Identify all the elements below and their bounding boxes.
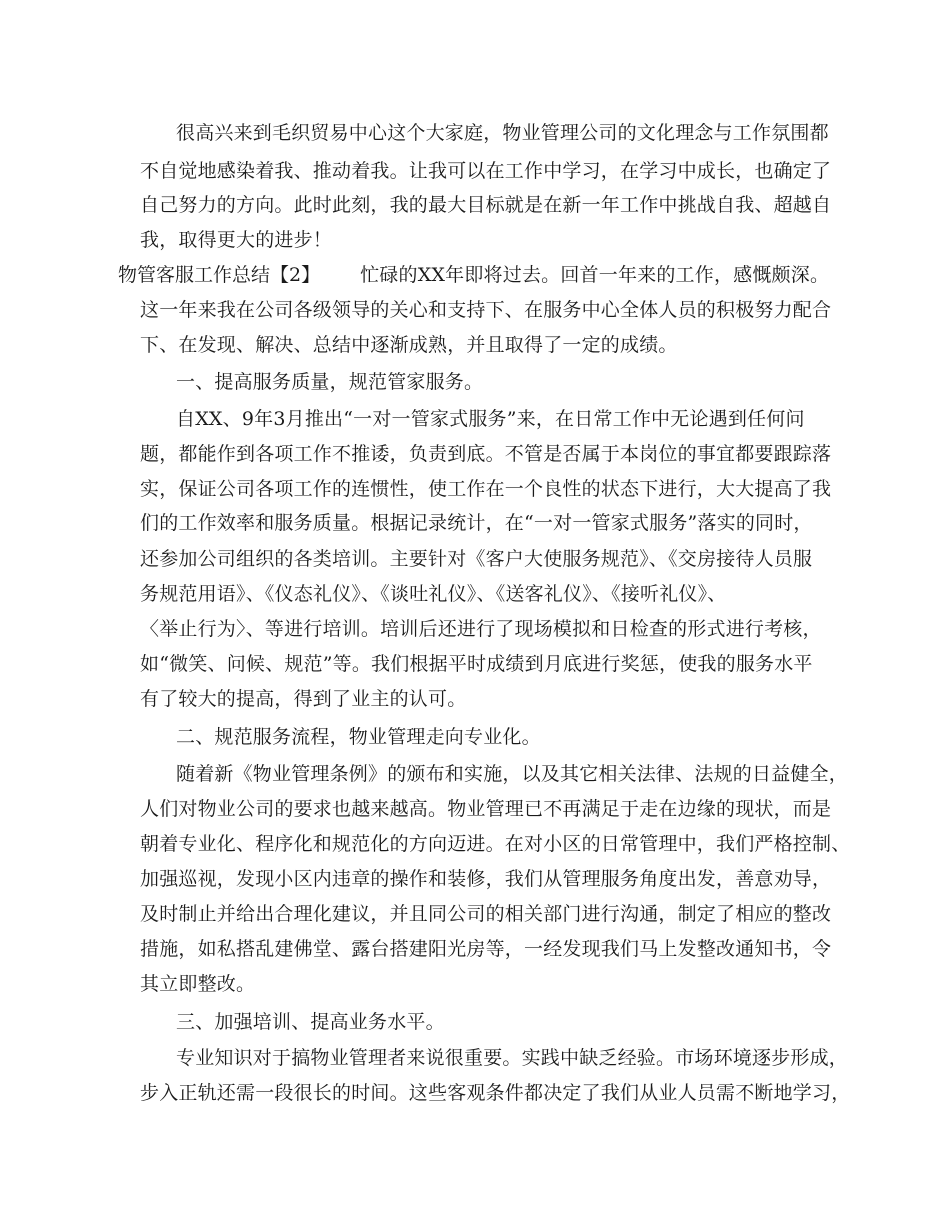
paragraph-line: 自XX、9年3月推出“一对一管家式服务”来，在日常工作中无论遇到任何问 (176, 408, 805, 430)
paragraph-line: 下、在发现、解决、总结中逐渐成熟，并且取得了一定的成绩。 (140, 334, 678, 356)
paragraph-line: 其立即整改。 (140, 973, 256, 995)
paragraph-line: 题，都能作到各项工作不推诿，负责到底。不管是否属于本岗位的事宜都要跟踪落 (140, 443, 832, 465)
paragraph-line: 不自觉地感染着我、推动着我。让我可以在工作中学习，在学习中成长，也确定了 (140, 160, 832, 182)
paragraph-line: 〈举止行为〉、等进行培训。培训后还进行了现场模拟和日检查的形式进行考核， (140, 618, 822, 640)
paragraph-line: 这一年来我在公司各级领导的关心和支持下、在服务中心全体人员的积极努力配合 (140, 299, 832, 321)
paragraph-line: 实，保证公司各项工作的连惯性，使工作在一个良性的状态下进行，大大提高了我 (140, 478, 832, 500)
paragraph-line: 专业知识对于搞物业管理者来说很重要。实践中缺乏经验。市场环境逐步形成， (176, 1047, 849, 1069)
section-heading-3: 三、加强培训、提高业务水平。 (176, 1011, 445, 1033)
paragraph-line: 措施，如私搭乱建佛堂、露台搭建阳光房等，一经发现我们马上发整改通知书，令 (140, 938, 832, 960)
paragraph-line: 我，取得更大的进步！ (140, 229, 333, 251)
section-first-sentence: 忙碌的XX年即将过去。回首一年来的工作，感慨颇深。 (360, 264, 830, 286)
section-heading-2: 二、规范服务流程，物业管理走向专业化。 (176, 726, 541, 748)
paragraph-line: 步入正轨还需一段很长的时间。这些客观条件都决定了我们从业人员需不断地学习， (140, 1082, 851, 1104)
paragraph-line: 人们对物业公司的要求也越来越高。物业管理已不再满足于走在边缘的现状，而是 (140, 798, 832, 820)
section-heading-1: 一、提高服务质量，规范管家服务。 (176, 371, 484, 393)
paragraph-line: 随着新《物业管理条例》的颁布和实施，以及其它相关法律、法规的日益健全， (176, 763, 849, 785)
paragraph-line: 加强巡视，发现小区内违章的操作和装修，我们从管理服务角度出发，善意劝导， (140, 868, 832, 890)
paragraph-line: 们的工作效率和服务质量。根据记录统计，在“一对一管家式服务”落实的同时， (140, 512, 813, 534)
paragraph-line: 有了较大的提高，得到了业主的认可。 (140, 688, 467, 710)
section-title: 物管客服工作总结【2】 (118, 264, 321, 286)
paragraph-line: 务规范用语》、《仪态礼仪》、《谈吐礼仪》、《送客礼仪》、《接听礼仪》、 (140, 583, 727, 605)
section-heading-line (118, 263, 830, 287)
paragraph-line: 自己努力的方向。此时此刻，我的最大目标就是在新一年工作中挑战自我、超越自 (140, 194, 832, 216)
paragraph-line: 很高兴来到毛织贸易中心这个大家庭，物业管理公司的文化理念与工作氛围都 (176, 122, 829, 144)
paragraph-line: 及时制止并给出合理化建议，并且同公司的相关部门进行沟通，制定了相应的整改 (140, 903, 832, 925)
paragraph-line: 还参加公司组织的各类培训。主要针对《客户大使服务规范》、《交房接待人员服 (140, 548, 813, 570)
paragraph-line: 如“微笑、问候、规范”等。我们根据平时成绩到月底进行奖惩，使我的服务水平 (140, 653, 813, 675)
paragraph-line: 朝着专业化、程序化和规范化的方向迈进。在对小区的日常管理中，我们严格控制、 (140, 833, 851, 855)
